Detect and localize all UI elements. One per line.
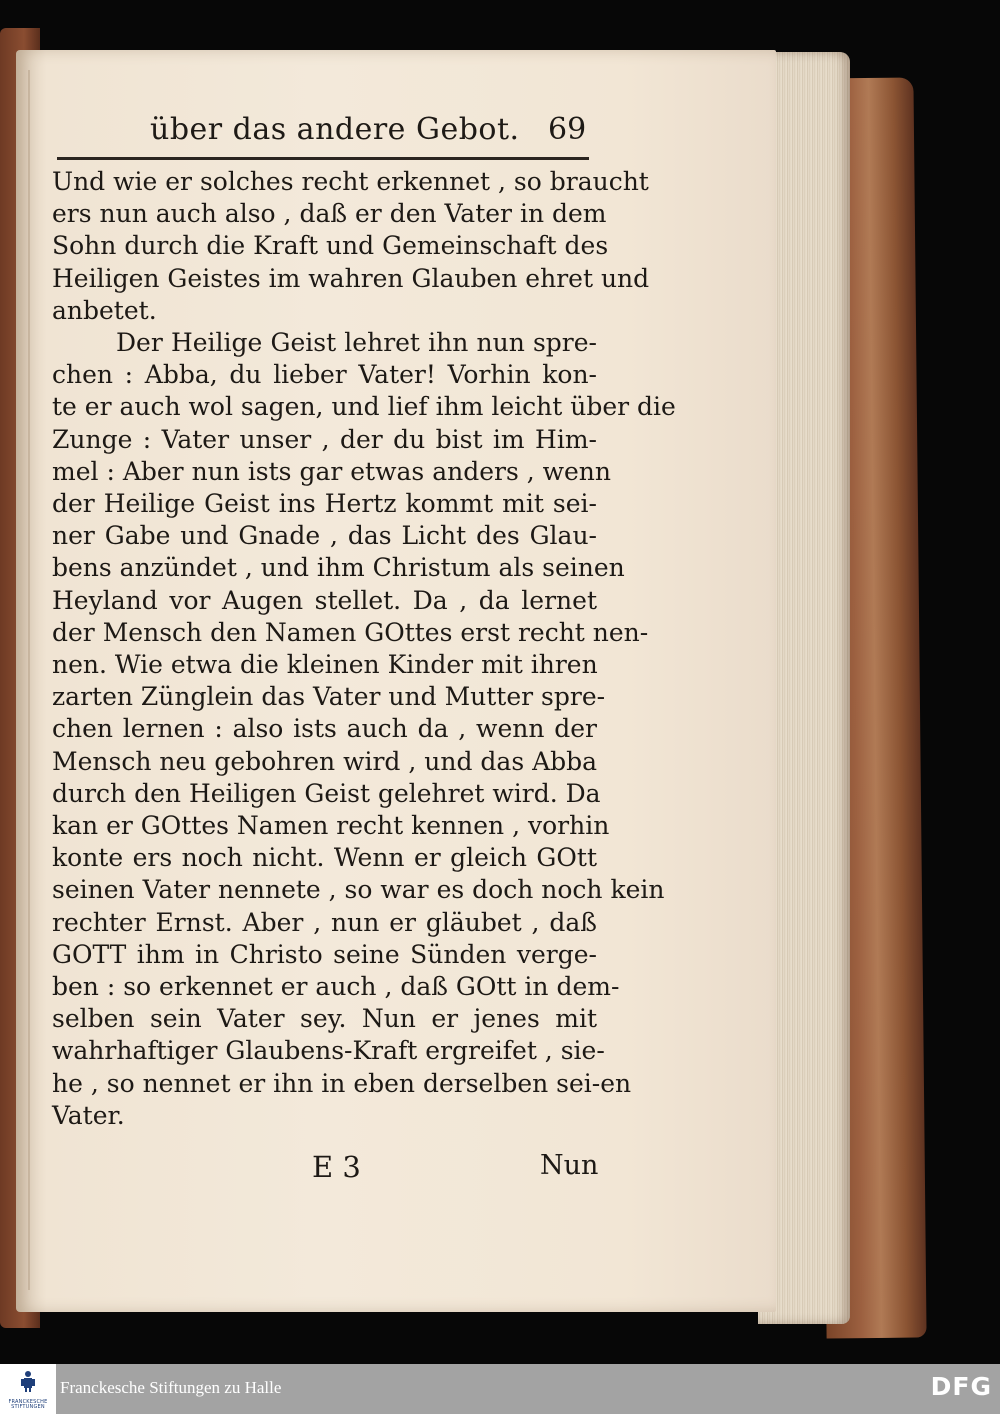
text-line: te er auch wol sagen, und lief ihm leicht über die bbox=[52, 392, 676, 422]
text-line: Mensch neu gebohren wird , und das Abba bbox=[52, 746, 598, 776]
body-text bbox=[52, 166, 676, 1132]
text-line: konte ers noch nicht. Wenn er gleich GOtt bbox=[52, 843, 597, 873]
franckesche-logo[interactable] bbox=[0, 1364, 56, 1414]
text-line: der Heilige Geist ins Hertz kommt mit sei- bbox=[52, 489, 597, 519]
text-line: der Mensch den Namen GOttes erst recht nen- bbox=[52, 617, 649, 647]
text-line: he , so nennet er ihn in eben derselben sei-en bbox=[52, 1068, 632, 1098]
text-line: ben : so erkennet er auch , daß GOtt in dem- bbox=[52, 972, 620, 1002]
text-line: ers nun auch also , daß er den Vater in dem bbox=[52, 199, 607, 229]
header-rule bbox=[57, 157, 589, 160]
text-line: anbetet. bbox=[52, 295, 157, 325]
text-line: Der Heilige Geist lehret ihn nun spre- bbox=[116, 328, 597, 358]
text-line: selben sein Vater sey. Nun er jenes mit bbox=[52, 1004, 597, 1034]
text-line: Heiligen Geistes im wahren Glauben ehret und bbox=[52, 263, 650, 293]
text-line: mel : Aber nun ists gar etwas anders , wenn bbox=[52, 456, 612, 486]
text-line: bens anzündet , und ihm Christum als seinen bbox=[52, 553, 625, 583]
dfg-logo[interactable]: DFG bbox=[930, 1372, 992, 1401]
signature-mark: E 3 bbox=[312, 1150, 361, 1184]
text-line: nen. Wie etwa die kleinen Kinder mit ihren bbox=[52, 650, 598, 680]
text-line: Sohn durch die Kraft und Gemeinschaft des bbox=[52, 231, 609, 261]
logo-caption bbox=[2, 1400, 54, 1410]
logo-caption-line: FRANCKESCHE bbox=[8, 1399, 48, 1405]
footer-title: Franckesche Stiftungen zu Halle bbox=[60, 1378, 282, 1397]
page-number: 69 bbox=[548, 112, 587, 147]
text-line: durch den Heiligen Geist gelehret wird. Da bbox=[52, 778, 601, 808]
text-line: ner Gabe und Gnade , das Licht des Glau- bbox=[52, 521, 597, 551]
running-head: über das andere Gebot. bbox=[150, 112, 520, 147]
orphan-figure-icon bbox=[20, 1370, 36, 1392]
text-line: wahrhaftiger Glaubens-Kraft ergreifet , sie- bbox=[52, 1036, 605, 1066]
text-line: Heyland vor Augen stellet. Da , da lernet bbox=[52, 585, 597, 615]
text-line: GOTT ihm in Christo seine Sünden verge- bbox=[52, 939, 597, 969]
catchword: Nun bbox=[540, 1150, 599, 1181]
gutter-shadow bbox=[28, 70, 30, 1290]
text-line: rechter Ernst. Aber , nun er gläubet , daß bbox=[52, 907, 597, 937]
text-line: Vater. bbox=[52, 1100, 125, 1130]
footer-bar bbox=[0, 1364, 1000, 1414]
text-line: kan er GOttes Namen recht kennen , vorhin bbox=[52, 811, 610, 841]
text-line: zarten Zünglein das Vater und Mutter spre- bbox=[52, 682, 606, 712]
text-line: seinen Vater nennete , so war es doch noch kein bbox=[52, 875, 665, 905]
text-line: chen : Abba, du lieber Vater! Vorhin kon- bbox=[52, 360, 597, 390]
text-line: Und wie er solches recht erkennet , so braucht bbox=[52, 167, 649, 196]
logo-caption-line: STIFTUNGEN bbox=[11, 1404, 45, 1410]
text-line: Zunge : Vater unser , der du bist im Him- bbox=[52, 424, 597, 454]
text-line: chen lernen : also ists auch da , wenn der bbox=[52, 714, 597, 744]
